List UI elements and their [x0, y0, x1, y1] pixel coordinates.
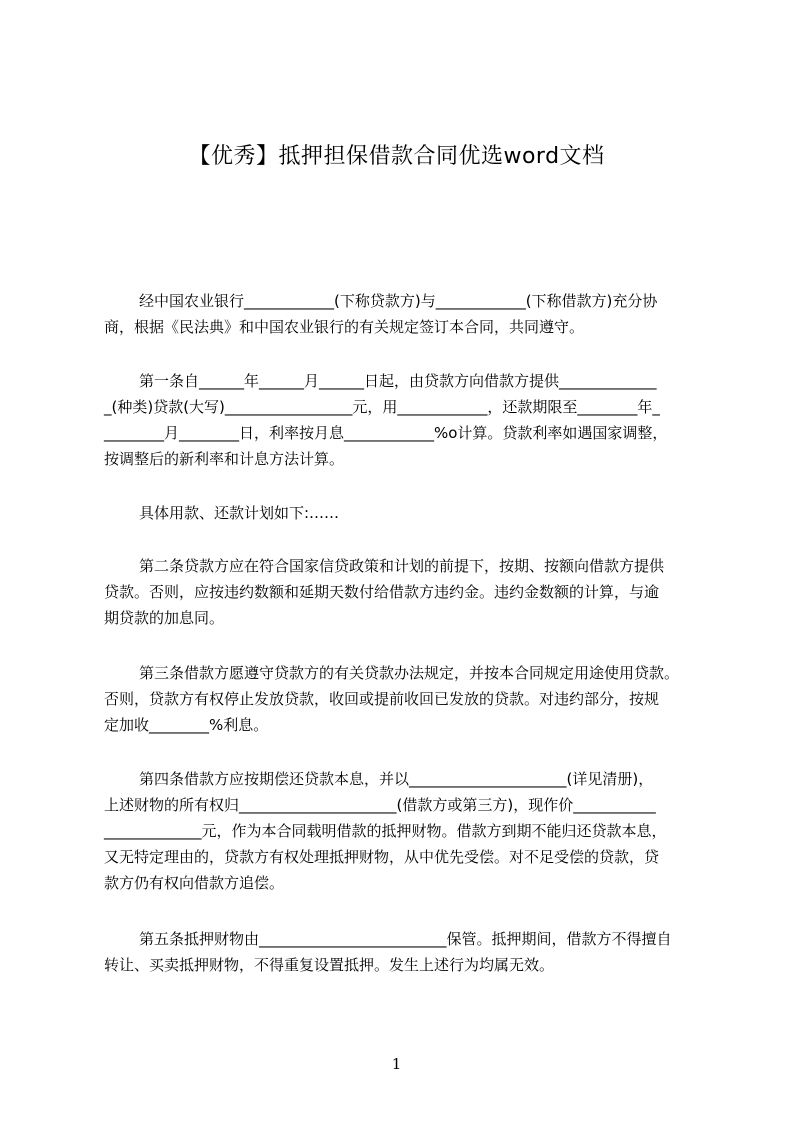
text-line: 又无特定理由的，贷款方有权处理抵押财物，从中优先受偿。对不足受偿的贷款，贷 [104, 848, 660, 866]
text-line: 具体用款、还款计划如下:…… [139, 504, 340, 522]
paragraph-article-1 [104, 368, 704, 472]
paragraph-article-3 [104, 660, 704, 738]
paragraph-article-5 [104, 926, 704, 978]
text-line: 第四条借款方应按期偿还贷款本息，并以_____________________(详见清册)， [139, 770, 654, 788]
paragraph-plan [104, 500, 704, 526]
text-line: 商，根据《民法典》和中国农业银行的有关规定签订本合同，共同遵守。 [104, 318, 585, 336]
text-line: 款方仍有权向借款方追偿。 [104, 874, 285, 892]
text-line: 转让、买卖抵押财物，不得重复设置抵押。发生上述行为均属无效。 [104, 956, 555, 974]
text-line: 上述财物的所有权归_____________________(借款方或第三方)，现作价___________ [104, 796, 656, 814]
text-line: 否则，贷款方有权停止发放贷款，收回或提前收回已发放的贷款。对违约部分，按规 [104, 690, 660, 708]
text-line: 贷款。否则，应按违约数额和延期天数付给借款方违约金。违约金数额的计算，与逾 [104, 583, 660, 601]
text-line: 第一条自______年______月______日起，由贷款方向借款方提供_____________ [139, 372, 657, 390]
text-line: 第三条借款方愿遵守贷款方的有关贷款办法规定，并按本合同规定用途使用贷款。 [139, 664, 680, 682]
text-line: ________月________日，利率按月息____________%o计算。贷款利率如遇国家调整， [104, 424, 668, 442]
document-title: 【优秀】抵押担保借款合同优选word文档 [188, 144, 605, 169]
text-line: 第五条抵押财物由_________________________保管。抵押期间，借款方不得擅自 [139, 930, 672, 948]
text-line: 第二条贷款方应在符合国家信贷政策和计划的前提下，按期、按额向借款方提供 [139, 557, 665, 575]
text-line: _(种类)贷款(大写)_________________元，用____________，还款期限至________年_ [104, 398, 660, 416]
page-number: 1 [391, 1055, 402, 1073]
paragraph-preamble [104, 288, 704, 340]
text-line: 经中国农业银行____________(下称贷款方)与____________(下称借款方)充分协 [139, 292, 658, 310]
text-line: _____________元，作为本合同载明借款的抵押财物。借款方到期不能归还贷款本息， [104, 822, 667, 840]
text-line: 定加收________%利息。 [104, 716, 269, 734]
paragraph-article-2 [104, 553, 704, 631]
text-line: 期贷款的加息同。 [104, 609, 225, 627]
text-line: 按调整后的新利率和计息方法计算。 [104, 450, 345, 468]
paragraph-article-4 [104, 766, 704, 896]
